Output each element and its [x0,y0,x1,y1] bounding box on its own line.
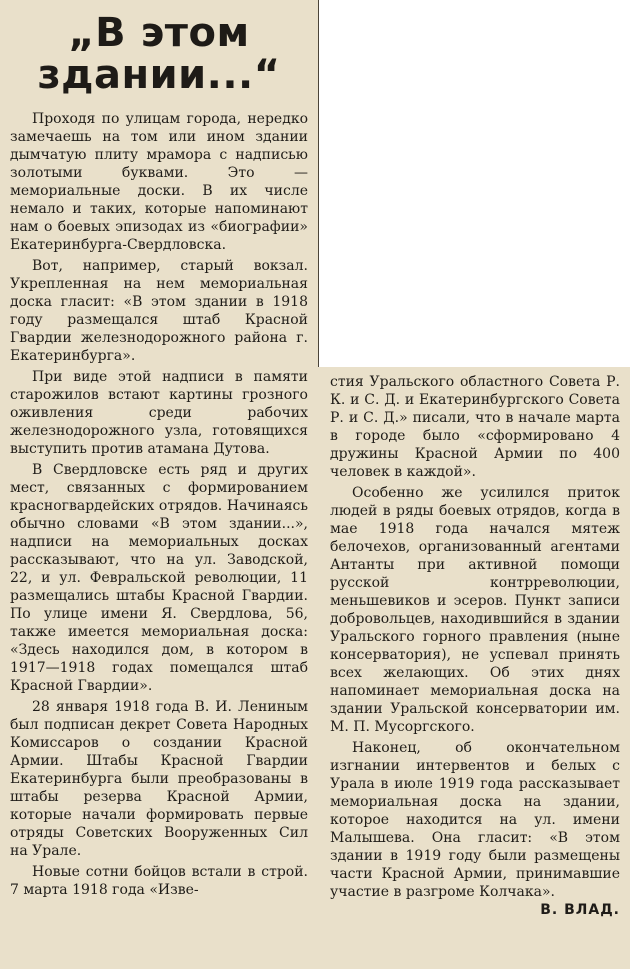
paragraph-2: Вот, например, старый вокзал. Укрепленная на нем мемориальная доска гласит: «В этом здании в 1918 году размещался штаб Красной Гвардии железнодорожного района г. Екатеринбурга». [10,258,308,364]
paragraph-6-continued: стия Уральского областного Совета Р. К. и С. Д. и Екатеринбургского Совета Р. и С. Д.» писали, что в начале марта в городе было «сформировано 4 дружины Красной Армии по 400 человек в каждой». [330,374,620,480]
paragraph-1: Проходя по улицам города, нередко замечаешь на том или ином здании дымчатую плиту мрамора с надписью золотыми буквами. Это — мемориальные доски. В их числе немало и таких, которые напоминают нам о боевых эпизодах из «биографии» Екатеринбурга-Свердловска. [10,111,308,253]
article-clipping-right [318,367,630,969]
author-signature: В. ВЛАД. [540,902,620,918]
left-column [0,110,318,899]
paragraph-8 [330,739,620,918]
paragraph-3: При виде этой надписи в памяти старожилов встают картины грозного оживления среди рабочих железнодорожного узла, готовящихся выступить против атамана Дутова. [10,369,308,457]
title-line-1: „В этом [68,10,250,56]
paragraph-8-text: Наконец, об окончательном изгнании интервентов и белых с Урала в июле 1919 года рассказывает мемориальная доска на здании, которое находится на ул. имени Малышева. Она гласит: «В этом здании в 1919 году были размещены части Красной Армии, принимавшие участие в разгроме Колчака». [330,740,620,900]
title-line-2: здании...“ [37,52,281,98]
paragraph-4: В Свердловске есть ряд и других мест, связанных с формированием красногвардейских отрядов. Начинаясь обычно словами «В этом здании...», надписи на мемориальных досках рассказывают, что на ул. Заводской, 22, и ул. Февральской революции, 11 размещались штабы Красной Гвардии. По улице имени Я. Свердлова, 56, также имеется мемориальная доска: «Здесь находился дом, в котором в 1917—1918 годах помещался штаб Красной Гвардии». [10,462,308,694]
right-column [318,367,630,918]
paragraph-6: Новые сотни бойцов встали в строй. 7 марта 1918 года «Изве- [10,864,308,898]
paragraph-7: Особенно же усилился приток людей в ряды боевых отрядов, когда в мае 1918 года начался мятеж белочехов, организованный агентами Антанты при активной помощи русской контрреволюции, меньшевиков и эсеров. Пункт записи добровольцев, находившийся в здании Уральского горного правления (ныне консерватория), не успевал принять всех желающих. Об этих днях напоминает мемориальная доска на здании Уральской консерватории им. М. П. Мусоргского. [330,485,620,735]
article-title [8,12,310,96]
paragraph-5: 28 января 1918 года В. И. Лениным был подписан декрет Совета Народных Комиссаров о создании Красной Армии. Штабы Красной Гвардии Екатеринбурга были преобразованы в штабы резерва Красной Армии, которые начали формировать первые отряды Советских Вооруженных Сил на Урале. [10,699,308,859]
